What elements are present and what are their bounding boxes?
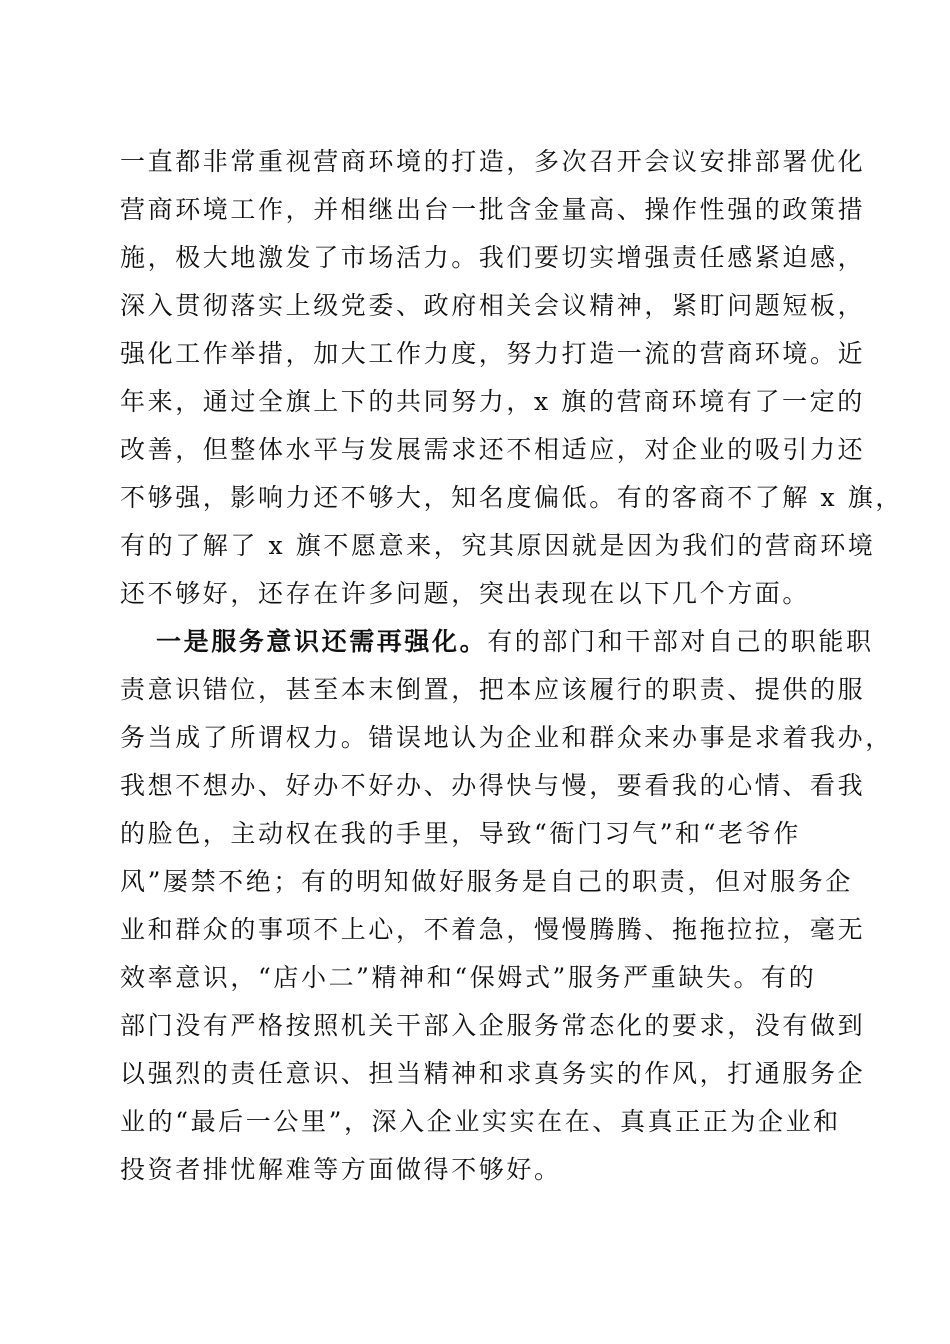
text-line: 深入贯彻落实上级党委、政府相关会议精神，紧盯问题短板，: [120, 291, 866, 320]
text-line: 的脸色，主动权在我的手里，导致“衙门习气”和“老爷作: [120, 819, 801, 848]
text-line: 改善，但整体水平与发展需求还不相适应，对企业的吸引力还: [120, 435, 866, 464]
text-line: 一直都非常重视营商环境的打造，多次召开会议安排部署优化: [120, 147, 866, 176]
text-line: 责意识错位，甚至本末倒置，把本应该履行的职责、提供的服: [120, 675, 866, 704]
text-line: 我想不想办、好办不好办、办得快与慢，要看我的心情、看我: [120, 771, 866, 800]
text-line: 风”屡禁不绝；有的明知做好服务是自己的职责，但对服务企: [120, 867, 853, 896]
text-line: 还不够好，还存在许多问题，突出表现在以下几个方面。: [120, 579, 811, 608]
section-heading: 一是服务意识还需再强化。: [156, 627, 488, 656]
text-line: 部门没有严格按照机关干部入企服务常态化的要求，没有做到: [120, 1011, 866, 1040]
text-line: 业的“最后一公里”，深入企业实实在在、真真正正为企业和: [120, 1107, 841, 1136]
paragraph-first-line: [120, 618, 874, 666]
text-line: 以强烈的责任意识、担当精神和求真务实的作风，打通服务企: [120, 1059, 866, 1088]
text-line: 不够强，影响力还不够大，知名度偏低。有的客商不了解 x 旗，: [120, 483, 903, 512]
text-line: 施，极大地激发了市场活力。我们要切实增强责任感紧迫感，: [120, 243, 866, 272]
text-line: 年来，通过全旗上下的共同努力，x 旗的营商环境有了一定的: [120, 387, 865, 416]
text-line: 营商环境工作，并相继出台一批含金量高、操作性强的政策措: [120, 195, 866, 224]
text-line: 业和群众的事项不上心，不着急，慢慢腾腾、拖拖拉拉，毫无: [120, 915, 866, 944]
text-line: 效率意识，“店小二”精神和“保姆式”服务严重缺失。有的: [120, 963, 817, 992]
text-line: 投资者排忧解难等方面做得不够好。: [120, 1155, 562, 1184]
document-body: [120, 138, 903, 1194]
text-line: 有的了解了 x 旗不愿意来，究其原因就是因为我们的营商环境: [120, 531, 876, 560]
text-line: 务当成了所谓权力。错误地认为企业和群众来办事是求着我办，: [120, 723, 893, 752]
text-run: 有的部门和干部对自己的职能职: [487, 627, 874, 656]
text-line: 强化工作举措，加大工作力度，努力打造一流的营商环境。近: [120, 339, 866, 368]
